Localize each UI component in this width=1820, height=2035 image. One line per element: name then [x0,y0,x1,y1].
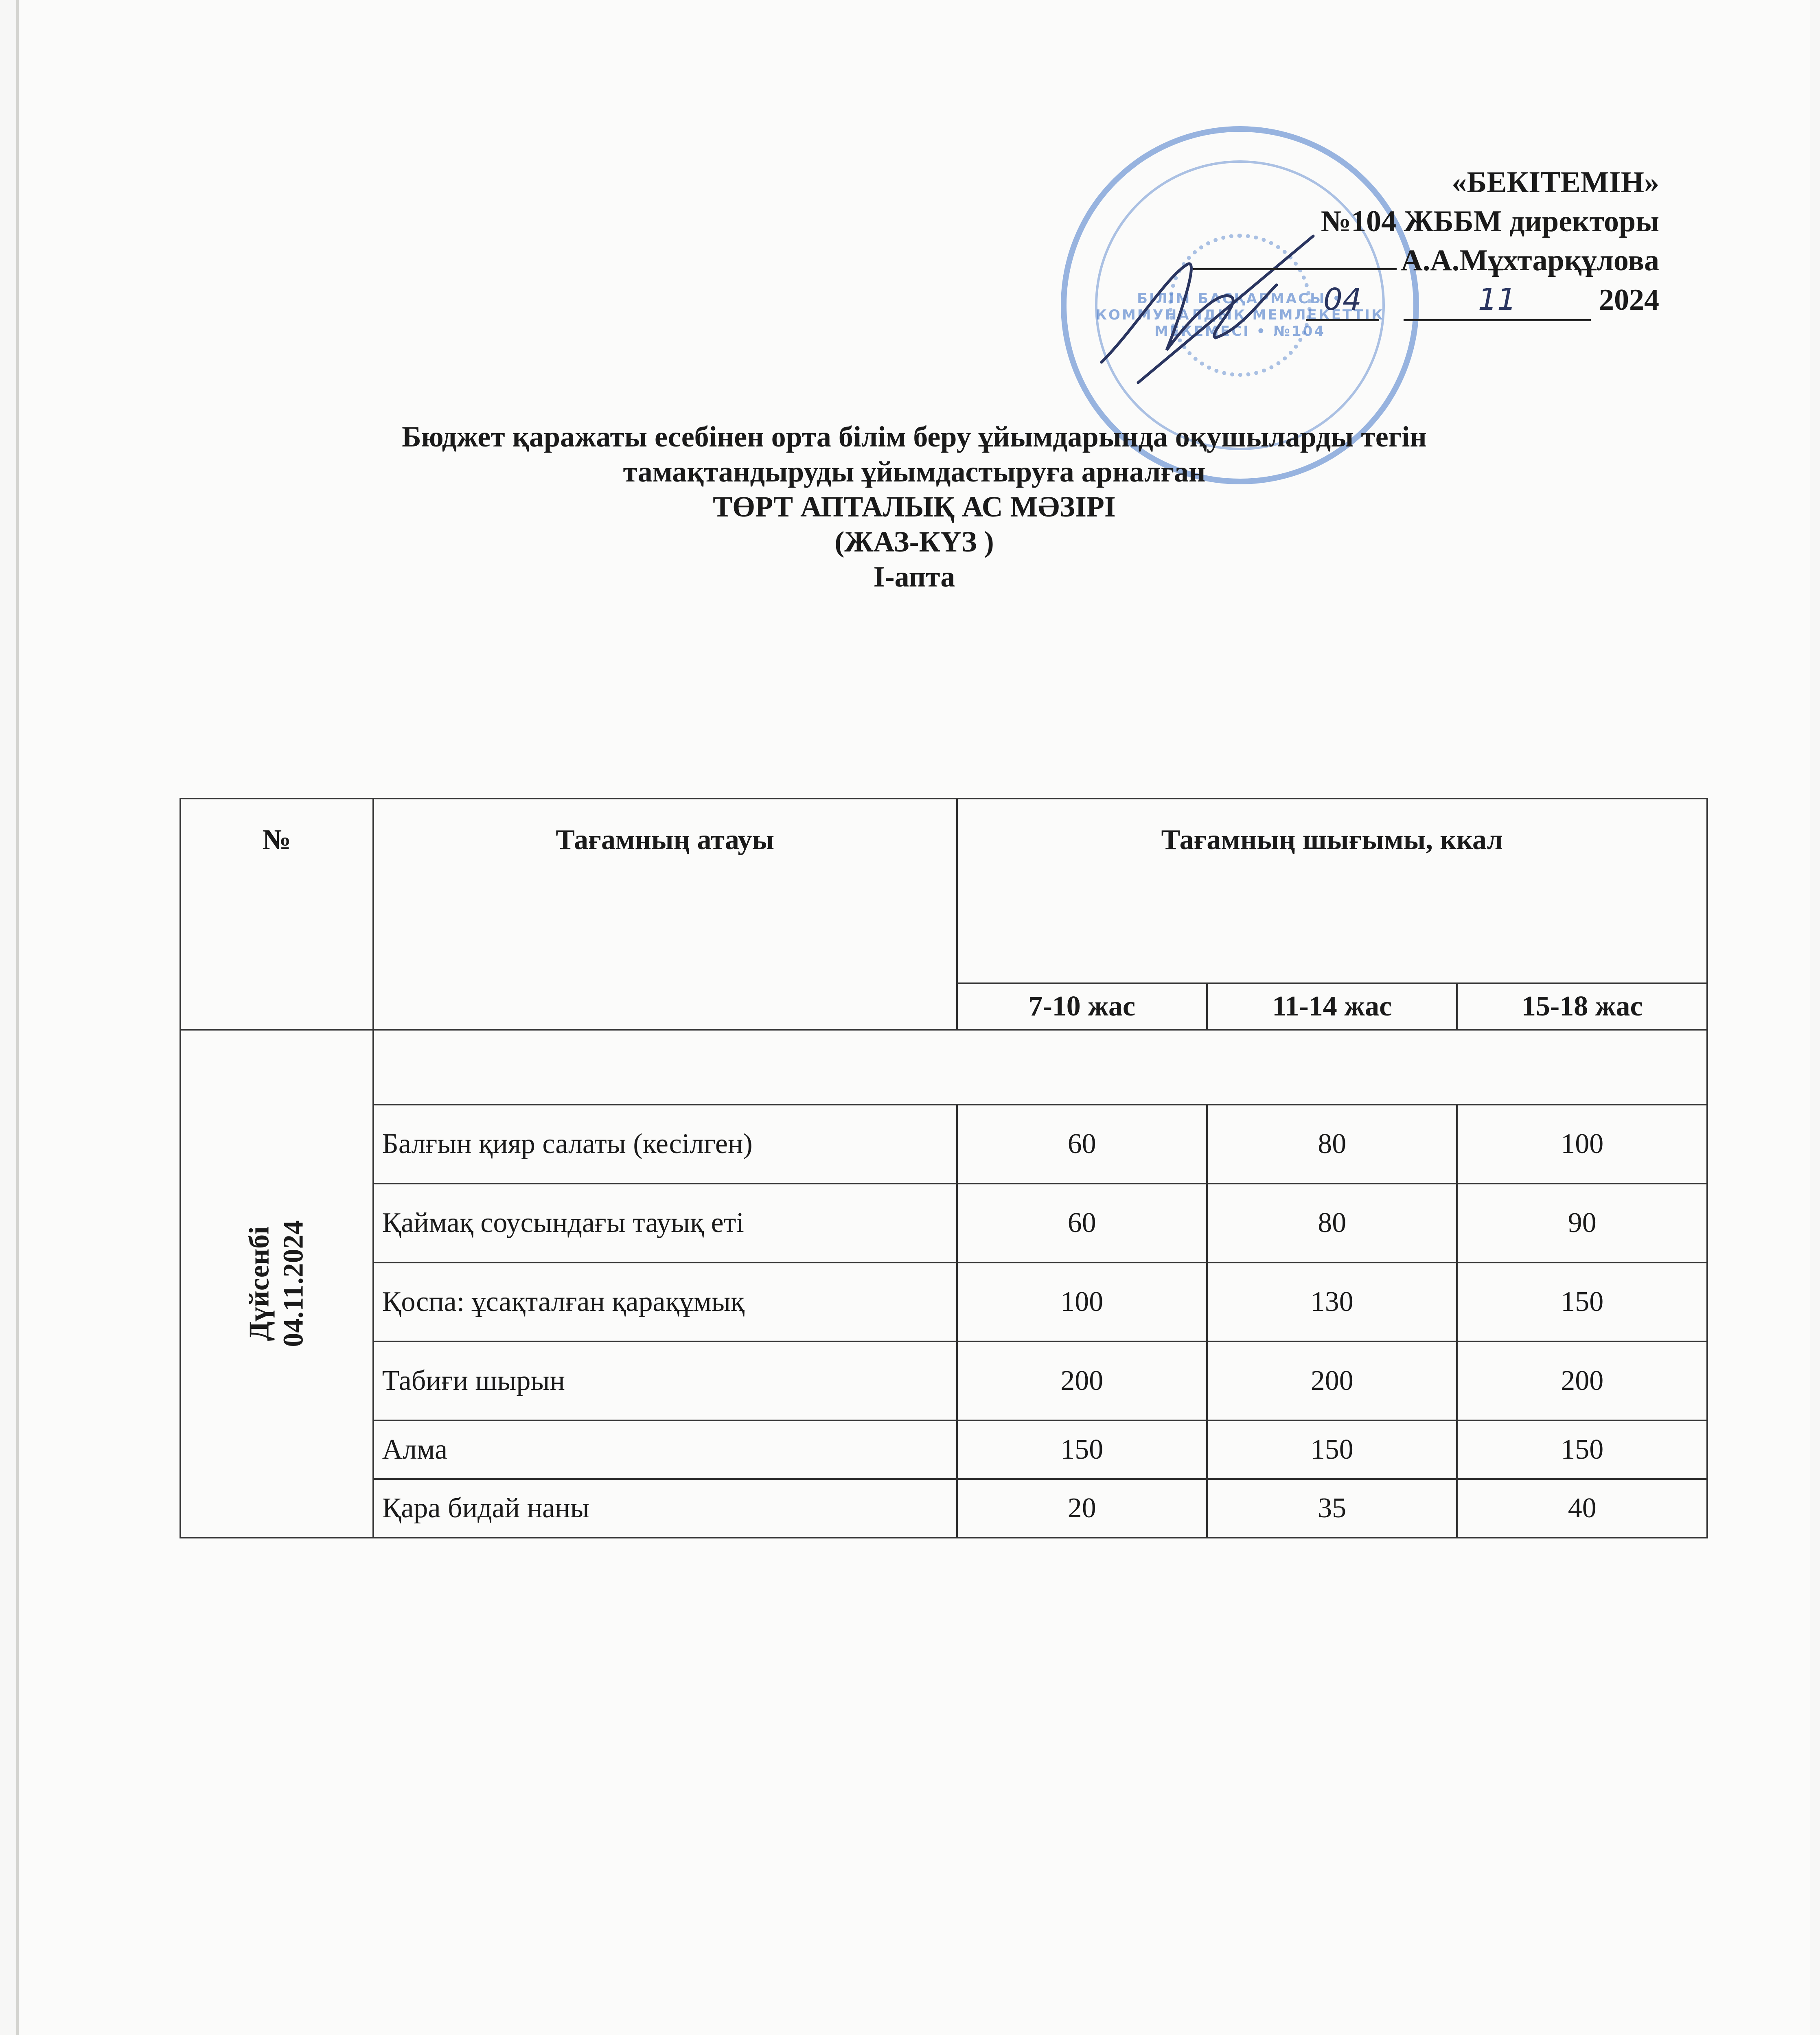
title-line-2: тамақтандыруды ұйымдастыруға арналған [623,455,1206,488]
value-11-14: 35 [1207,1479,1457,1538]
value-7-10: 20 [957,1479,1207,1538]
table-row [180,1263,1707,1341]
approval-date-day: 04 [1306,280,1379,321]
day-date: 04.11.2024 [278,1220,309,1347]
header-age-15-18: 15-18 жас [1457,983,1707,1030]
value-15-18: 90 [1457,1184,1707,1263]
value-7-10: 60 [957,1184,1207,1263]
dish-name: Қара бидай наны [373,1479,957,1538]
value-15-18: 150 [1457,1263,1707,1341]
title-line-5: І-апта [873,560,955,593]
approval-date-month: 11 [1404,280,1591,321]
value-11-14: 80 [1207,1105,1457,1184]
document-title [19,419,1810,594]
menu-table [180,798,1708,1538]
header-number: № [180,799,373,1030]
value-11-14: 80 [1207,1184,1457,1263]
signature-line [1193,268,1397,270]
value-15-18: 40 [1457,1479,1707,1538]
approval-position: №104 ЖББМ директоры [1321,205,1659,238]
table-row [180,1420,1707,1479]
approval-name-row [1193,241,1659,280]
value-7-10: 100 [957,1263,1207,1341]
approval-block [1193,163,1659,321]
header-age-7-10: 7-10 жас [957,983,1207,1030]
table-row [180,1341,1707,1420]
title-line-3: ТӨРТ АПТАЛЫҚ АС МӘЗІРІ [713,490,1116,523]
approval-date-row [1193,280,1659,321]
day-weekday: Дүйсенбі [243,1226,275,1341]
value-15-18: 200 [1457,1341,1707,1420]
document-page [16,0,1810,2035]
table-row-blank [180,1030,1707,1105]
header-age-11-14: 11-14 жас [1207,983,1457,1030]
value-11-14: 150 [1207,1420,1457,1479]
table-row [180,1105,1707,1184]
stamp-text: БІЛІМ БАСҚАРМАСЫ • КОММУНАЛДЫҚ МЕМЛЕКЕТТІК МЕКЕМЕСІ • №104 [1095,291,1384,339]
header-yield: Тағамның шығымы, ккал [957,799,1707,983]
dish-name: Қаймақ соусындағы тауық еті [373,1184,957,1263]
approval-date-year: 2024 [1599,283,1659,317]
value-15-18: 150 [1457,1420,1707,1479]
value-7-10: 60 [957,1105,1207,1184]
approval-heading: «БЕКІТЕМІН» [1452,166,1659,199]
table-header-row [180,799,1707,983]
value-11-14: 130 [1207,1263,1457,1341]
dish-name: Алма [373,1420,957,1479]
day-label [243,1220,311,1347]
dish-name: Балғын қияр салаты (кесілген) [373,1105,957,1184]
dish-name: Қоспа: ұсақталған қарақұмық [373,1263,957,1341]
header-dish-name: Тағамның атауы [373,799,957,1030]
dish-name: Табиғи шырын [373,1341,957,1420]
day-cell [180,1030,373,1538]
title-line-1: Бюджет қаражаты есебінен орта білім беру ұйымдарында оқушыларды тегін [402,420,1427,453]
blank-cell [373,1030,1707,1105]
title-line-4: (ЖАЗ-КҮЗ ) [834,525,994,558]
table-row [180,1184,1707,1263]
table-row [180,1479,1707,1538]
value-11-14: 200 [1207,1341,1457,1420]
approval-name: А.А.Мұхтарқұлова [1401,244,1659,277]
value-7-10: 200 [957,1341,1207,1420]
value-7-10: 150 [957,1420,1207,1479]
value-15-18: 100 [1457,1105,1707,1184]
